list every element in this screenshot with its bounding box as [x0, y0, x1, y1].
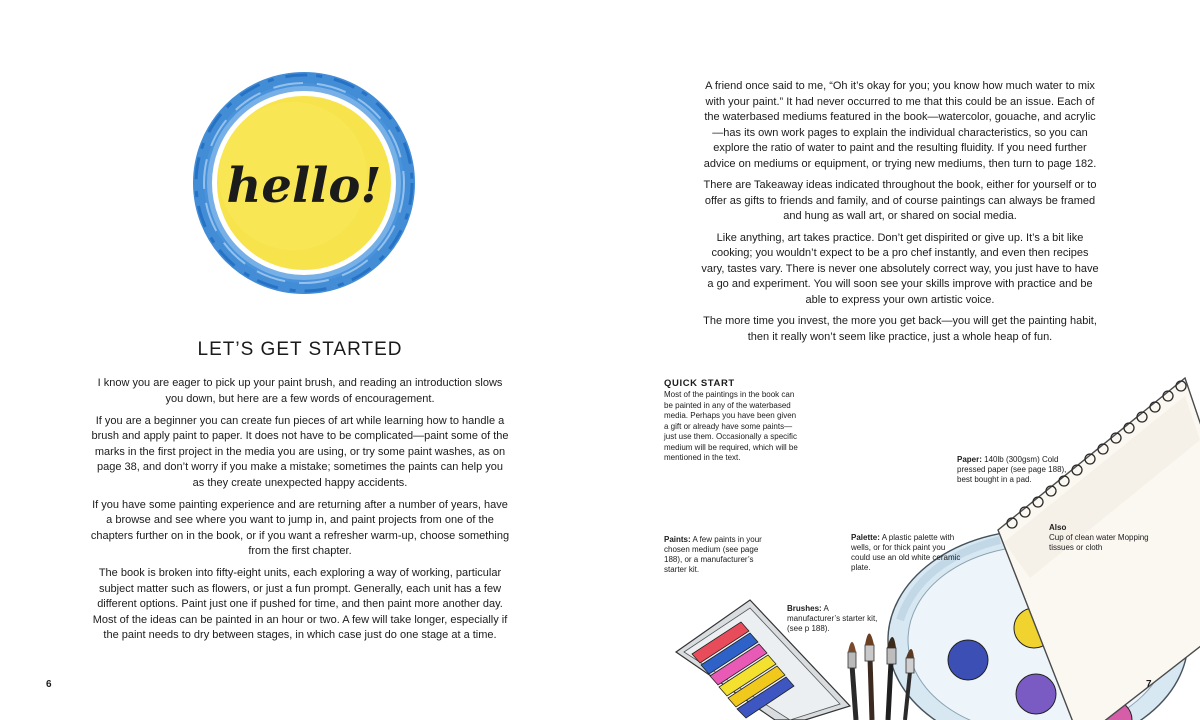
- callout-paper: [957, 455, 1069, 485]
- callout-text: A few paints in your chosen medium (see page 188), or a manufacturer’s starter kit.: [664, 535, 762, 574]
- page-title: LET’S GET STARTED: [197, 339, 403, 360]
- callout-label: Brushes:: [787, 604, 822, 613]
- badge-text: hello!: [226, 158, 382, 214]
- quick-start-body: Most of the paintings in the book can be painted in any of the waterbased media. Perhaps you have been given a gift or already have some paints—just use them. Occasionally a specific medium will be required, which will be mentioned in the text.: [664, 390, 798, 462]
- callout-text: A plastic palette with wells, or for thick paint you could use an old white ceramic plate.: [851, 533, 961, 572]
- body-paragraph: The more time you invest, the more you get back—you will get the painting habit, then it really won’t seem like practice, just a whole heap of fun.: [703, 315, 1097, 343]
- callout-brushes: [787, 604, 879, 634]
- body-paragraph: A friend once said to me, “Oh it’s okay for you; you know how much water to mix with your paint.” It had never occurred to me that this could be an issue. Each of the waterbased mediums featured in the book—watercolor, gouache, and acrylic—has its own work pages to explain the individual characteristics, so you can explore the ratio of water to paint and the resulting fluidity. If you need further advice on mediums or equipment, or trying new mediums, then turn to page 182.: [703, 80, 1097, 170]
- art-supplies-illustration: [600, 0, 1200, 720]
- intro-paragraph: I know you are eager to pick up your paint brush, and reading an introduction slows you down, but here are a few words of encouragement.: [97, 377, 503, 405]
- page-number-left: 6: [46, 679, 52, 690]
- intro-paragraph: The book is broken into fifty-eight units, each exploring a way of working, particular subject matter such as flowers, or just a fun prompt. Generally, each unit has a few different options. Paint just one if pushed for time, and then paint more another day. Most of the ideas can be painted in an hour or two. A few will take longer, especially if the paint needs to dry between stages, in which case just do one stage at a time.: [92, 567, 508, 641]
- intro-paragraph: If you have some painting experience and are returning after a number of years, have a browse and see where you want to jump in, and paint projects from one of the chapters further on in the book, or if you want a refresher warm-up, choose something from the first chapter.: [90, 498, 510, 557]
- callout-label: Also: [1049, 523, 1067, 532]
- callout-also: [1049, 523, 1149, 553]
- quick-start-box: [664, 378, 802, 464]
- quick-start-title: QUICK START: [664, 378, 735, 389]
- callout-text: A manufacturer’s starter kit, (see p 188).: [787, 604, 878, 633]
- intro-paragraph: If you are a beginner you can create fun pieces of art while learning how to handle a brush and apply paint to paper. It does not have to be complicated—paint some of the marks in the first project in the media you are using, or try some paint washes, as on page 38, and don’t worry if you make a mistake; sometimes the paints can help you as they create unexpected happy accidents.: [91, 414, 509, 489]
- page-number-right: 7: [1146, 679, 1152, 690]
- hello-badge: [193, 72, 415, 294]
- body-paragraph: Like anything, art takes practice. Don’t get dispirited or give up. It’s a bit like cooking; you wouldn’t expect to be a pro chef instantly, and even then recipes vary, tastes vary. There is never one absolutely correct way, you just have to have a go and experiment. You will soon see your skills improve with practice and be able to express your own artistic voice.: [701, 231, 1099, 306]
- right-page: [600, 0, 1200, 720]
- callout-text: Cup of clean water Mopping tissues or cloth: [1049, 533, 1149, 552]
- callout-label: Paints:: [664, 535, 691, 544]
- callout-paints: [664, 535, 766, 575]
- callout-palette: [851, 533, 966, 573]
- body-paragraph: There are Takeaway ideas indicated throughout the book, either for yourself or to offer as gifts to friends and family, and of course paintings can always be framed and hung as wall art, or shared on social media.: [703, 179, 1097, 222]
- callout-text: 140lb (300gsm) Cold pressed paper (see page 188), best bought in a pad.: [957, 455, 1067, 484]
- callout-label: Paper:: [957, 455, 982, 464]
- intro-text: [90, 376, 510, 650]
- callout-label: Palette:: [851, 533, 880, 542]
